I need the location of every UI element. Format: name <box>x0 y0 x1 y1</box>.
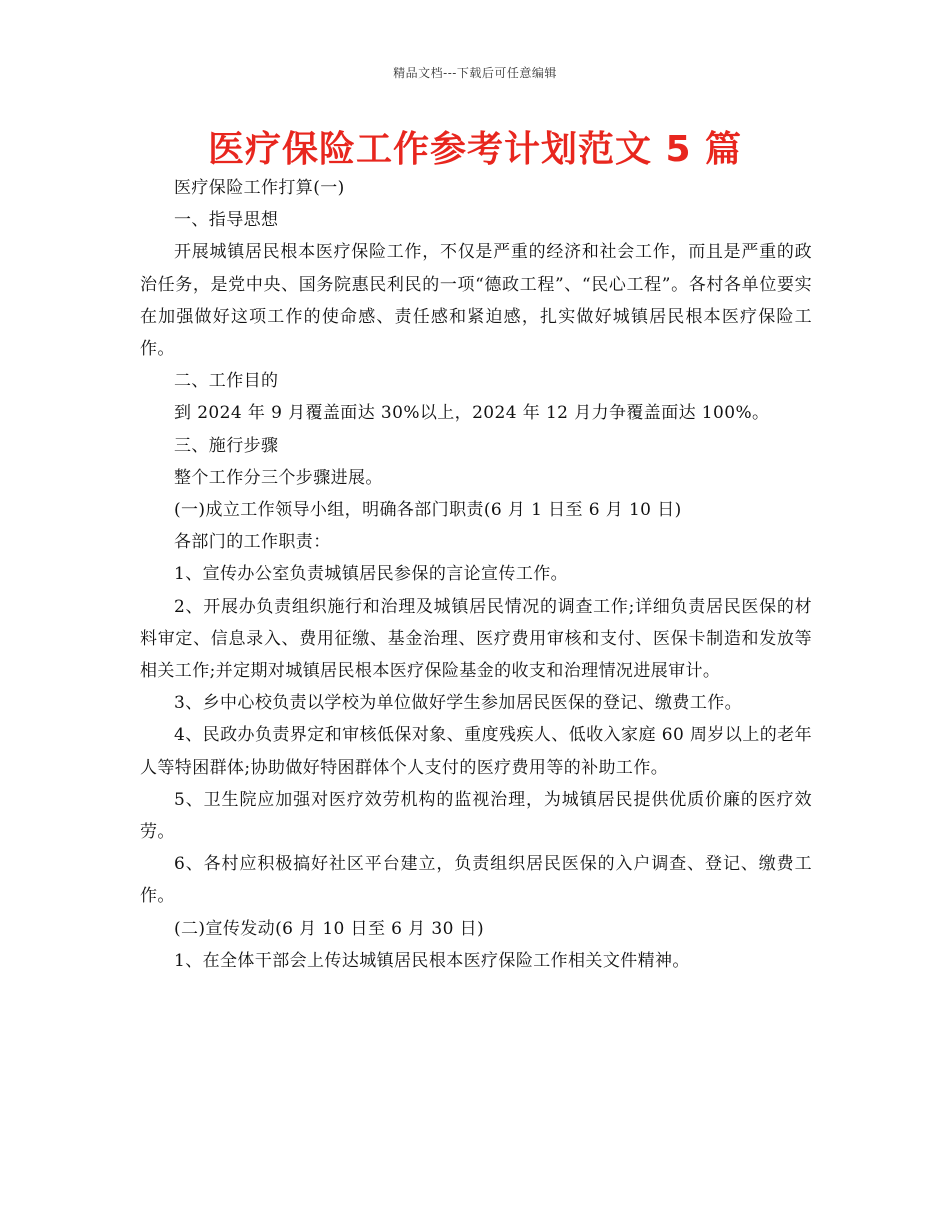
section-heading: 二、工作目的 <box>174 371 279 392</box>
paragraph: 到 2024 年 9 月覆盖面达 30%以上，2024 年 12 月力争覆盖面达 100%。 <box>174 403 770 424</box>
section-heading: 三、施行步骤 <box>174 435 279 456</box>
paragraph: 医疗保险工作打算(一) <box>174 178 345 198</box>
header-note: 精品文档---下载后可任意编辑 <box>393 66 557 80</box>
subsection-heading: (一)成立工作领导小组，明确各部门职责(6 月 1 日至 6 月 10 日) <box>174 500 682 521</box>
document-body <box>140 172 812 977</box>
list-item: 2、开展办负责组织施行和治理及城镇居民情况的调查工作;详细负责居民医保的材料审定、信息录入、费用征缴、基金治理、医疗费用审核和支付、医保卡制造和发放等相关工作;并定期对城镇居民根本医疗保险基金的收支和治理情况进展审计。 <box>140 596 812 682</box>
list-item: 1、宣传办公室负责城镇居民参保的言论宣传工作。 <box>174 564 569 585</box>
list-item: 5、卫生院应加强对医疗效劳机构的监视治理，为城镇居民提供优质价廉的医疗效劳。 <box>140 789 812 843</box>
section-heading: 一、指导思想 <box>174 210 279 231</box>
list-item: 1、在全体干部会上传达城镇居民根本医疗保险工作相关文件精神。 <box>174 950 690 971</box>
paragraph: 各部门的工作职责： <box>174 532 331 553</box>
list-item: 6、各村应积极搞好社区平台建立，负责组织居民医保的入户调查、登记、缴费工作。 <box>140 854 812 907</box>
paragraph: 开展城镇居民根本医疗保险工作，不仅是严重的经济和社会工作，而且是严重的政治任务，是党中央、国务院惠民利民的一项“德政工程”、“民心工程”。各村各单位要实在加强做好这项工作的使命感、责任感和紧迫感，扎实做好城镇居民根本医疗保险工作。 <box>140 242 812 360</box>
subsection-heading: (二)宣传发动(6 月 10 日至 6 月 30 日) <box>174 918 485 939</box>
list-item: 4、民政办负责界定和审核低保对象、重度残疾人、低收入家庭 60 周岁以上的老年人等特困群体;协助做好特困群体个人支付的医疗费用等的补助工作。 <box>140 725 812 778</box>
paragraph: 整个工作分三个步骤进展。 <box>174 467 383 488</box>
document-title: 医疗保险工作参考计划范文 5 篇 <box>207 129 743 170</box>
list-item: 3、乡中心校负责以学校为单位做好学生参加居民医保的登记、缴费工作。 <box>174 693 743 714</box>
